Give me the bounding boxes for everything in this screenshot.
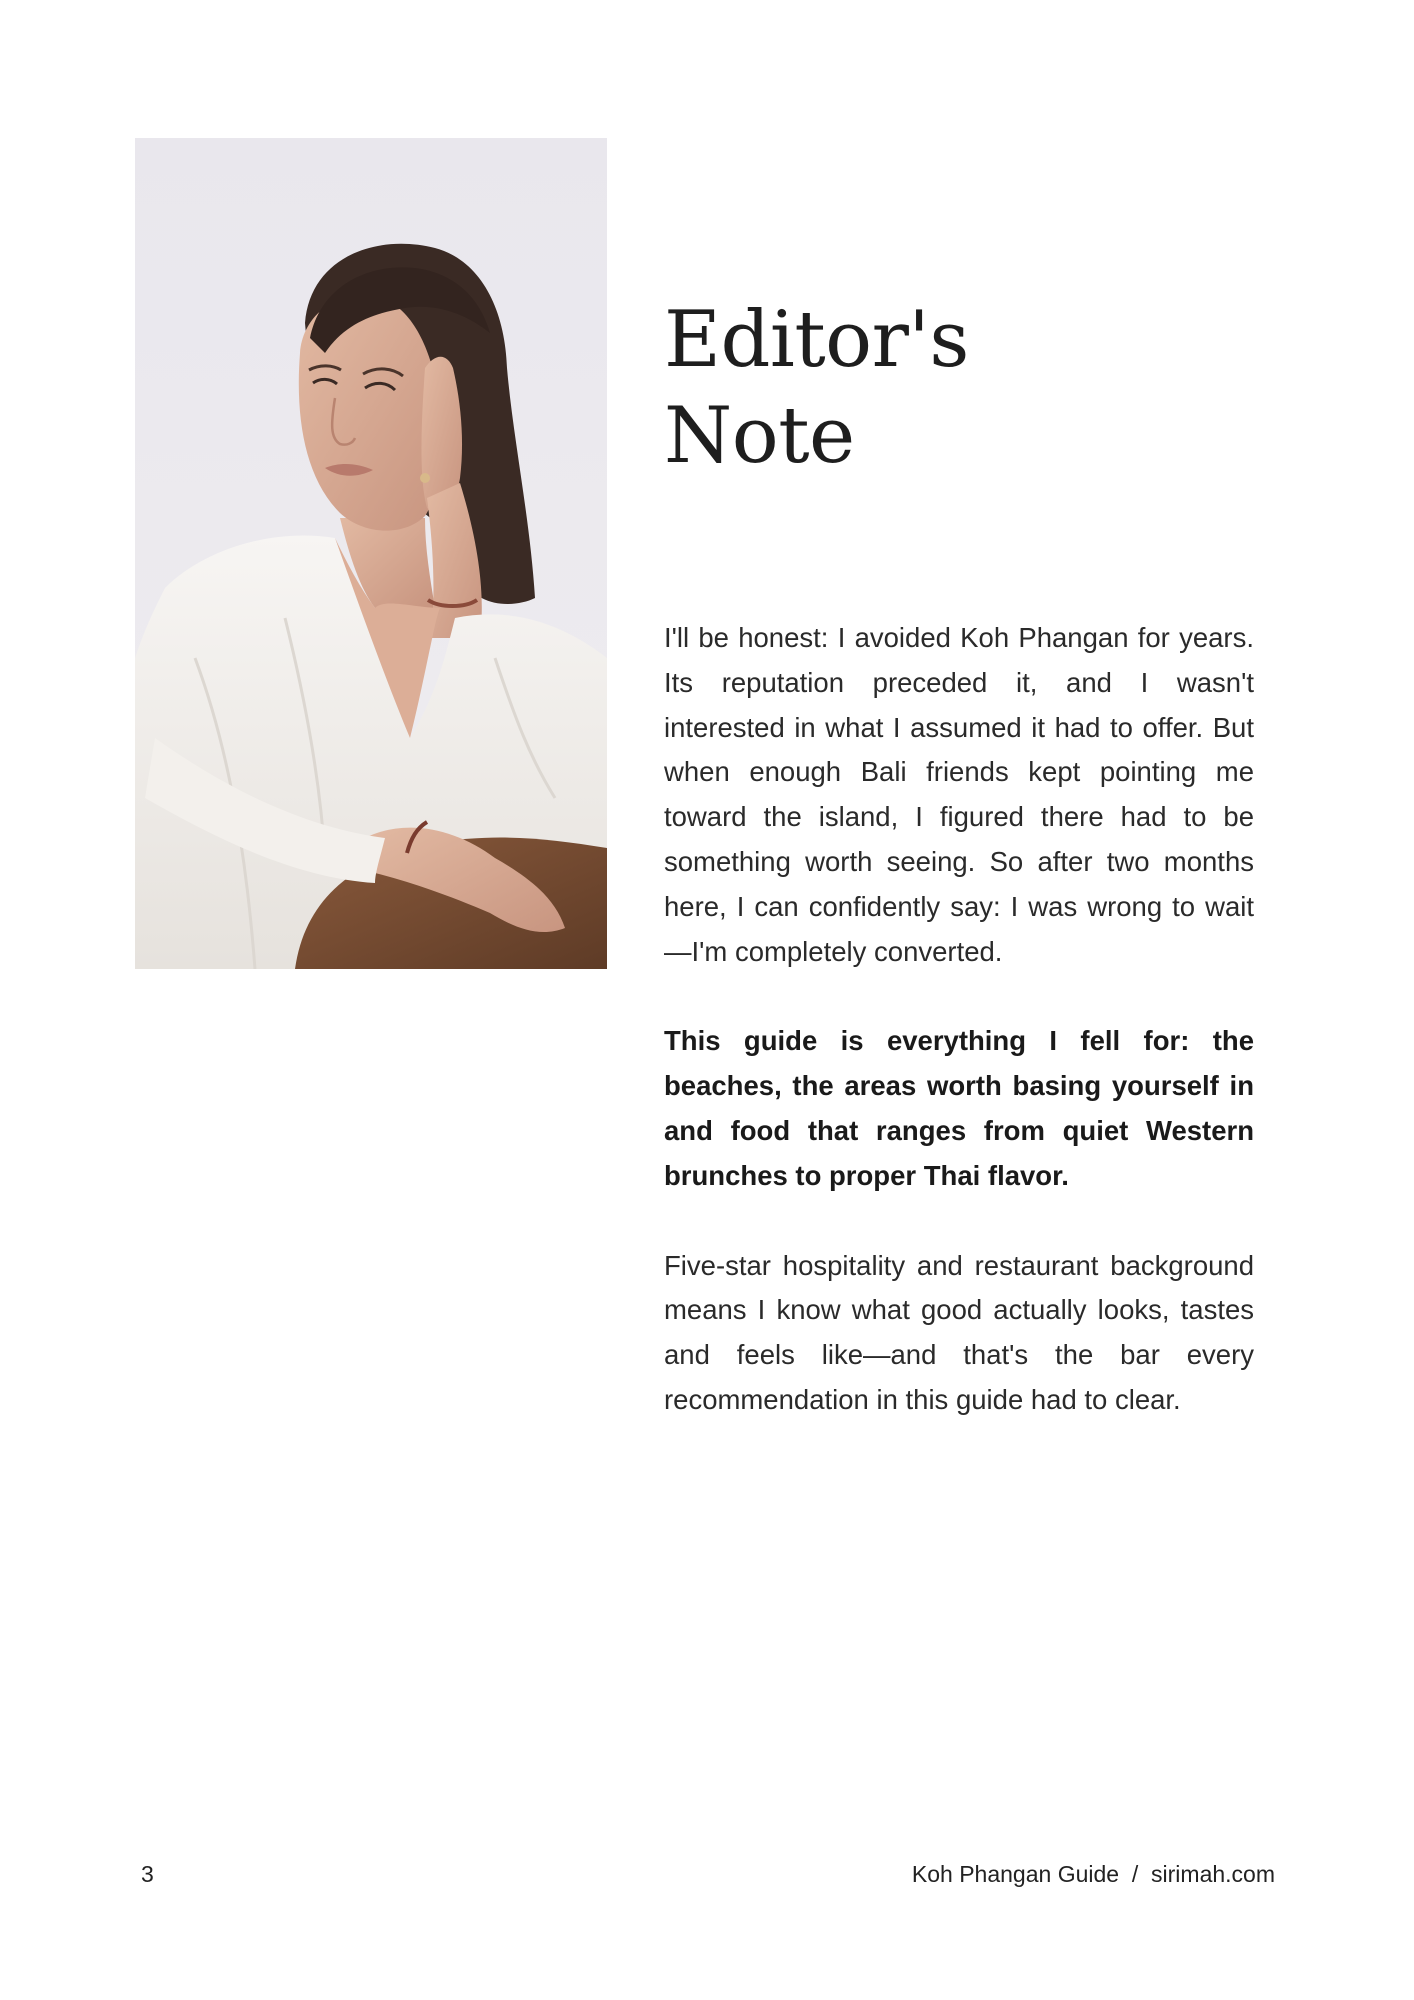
footer-website: sirimah.com	[1151, 1861, 1275, 1887]
title-line-1: Editor's	[664, 295, 969, 385]
footer-credit	[912, 1861, 1275, 1888]
intro-paragraph: I'll be honest: I avoided Koh Phangan for years. Its reputation preceded it, and I wasn't interested in what I assumed it had to offer. But when enough Bali friends kept pointing me toward the island, I figured there had to be something worth seeing. So after two months here, I can confidently say: I was wrong to wait—I'm completely converted.	[664, 622, 1254, 967]
editor-portrait-photo	[135, 138, 607, 969]
footer-guide-name: Koh Phangan Guide	[911, 1861, 1120, 1887]
footer-separator: /	[1131, 1861, 1139, 1887]
editor-portrait-illustration	[135, 138, 607, 969]
page-number: 3	[141, 1861, 154, 1887]
editor-note-body	[664, 616, 1254, 1468]
title-line-2: Note	[664, 391, 855, 481]
page-title	[664, 292, 969, 484]
credentials-paragraph: Five-star hospitality and restaurant background means I know what good actually looks, tastes and feels like—and that's the bar every recommendation in this guide had to clear.	[664, 1249, 1254, 1415]
guide-summary-paragraph: This guide is everything I fell for: the beaches, the areas worth basing yourself in and food that ranges from quiet Western brunches to proper Thai flavor.	[664, 1025, 1254, 1191]
